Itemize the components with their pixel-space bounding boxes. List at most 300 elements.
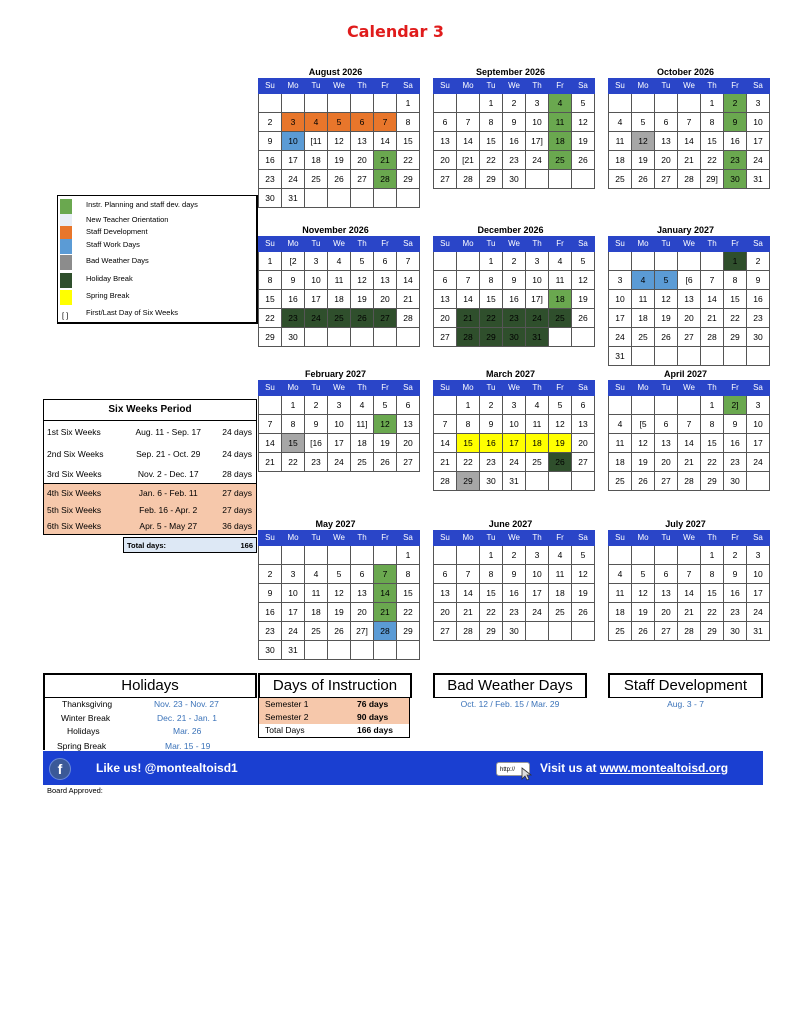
- day-cell: 11: [549, 113, 572, 132]
- day-cell: 8: [282, 415, 305, 434]
- day-cell: [572, 472, 595, 491]
- day-cell: [434, 546, 457, 565]
- day-cell: 4: [549, 546, 572, 565]
- day-cell: 23: [480, 453, 503, 472]
- six-weeks-days: 27 days: [222, 505, 252, 515]
- day-cell: 18: [305, 603, 328, 622]
- day-cell: 3: [526, 94, 549, 113]
- weekday-header: We: [503, 381, 526, 396]
- day-cell: 20: [572, 434, 595, 453]
- month-calendar: [258, 224, 413, 347]
- day-cell: 4: [526, 396, 549, 415]
- day-cell: 9: [259, 584, 282, 603]
- weekday-header: Mo: [282, 79, 305, 94]
- day-cell: 12: [572, 271, 595, 290]
- day-cell: 12: [572, 113, 595, 132]
- day-cell: 31: [747, 170, 770, 189]
- weekday-header: Mo: [457, 79, 480, 94]
- weekday-header: Sa: [747, 531, 770, 546]
- weekday-header: Su: [259, 381, 282, 396]
- day-cell: 7: [397, 252, 420, 271]
- day-cell: 10: [526, 113, 549, 132]
- day-cell: 24: [305, 309, 328, 328]
- day-cell: 5: [572, 546, 595, 565]
- day-cell: 11: [328, 271, 351, 290]
- day-cell: 12: [572, 565, 595, 584]
- weekday-header: Tu: [655, 79, 678, 94]
- day-cell: 14: [678, 584, 701, 603]
- six-weeks-dates: Nov. 2 - Dec. 17: [137, 469, 199, 479]
- weekday-header: Mo: [457, 381, 480, 396]
- weekday-header: We: [328, 531, 351, 546]
- day-cell: 20: [374, 290, 397, 309]
- weekday-header: Th: [701, 237, 724, 252]
- month-calendar: [608, 66, 763, 189]
- day-cell: 14: [457, 584, 480, 603]
- day-cell: [678, 94, 701, 113]
- day-cell: [351, 94, 374, 113]
- day-cell: 19: [549, 434, 572, 453]
- day-cell: 28: [457, 170, 480, 189]
- day-cell: [328, 546, 351, 565]
- day-cell: 27]: [351, 622, 374, 641]
- day-cell: 22: [259, 309, 282, 328]
- day-cell: 17: [282, 603, 305, 622]
- day-cell: [457, 94, 480, 113]
- day-cell: [632, 252, 655, 271]
- day-cell: 9: [503, 271, 526, 290]
- day-cell: [351, 641, 374, 660]
- day-cell: 23: [259, 622, 282, 641]
- day-cell: [655, 546, 678, 565]
- weekday-header: Th: [526, 79, 549, 94]
- six-weeks-row: [44, 518, 256, 534]
- day-cell: 5: [374, 396, 397, 415]
- day-cell: 2: [503, 252, 526, 271]
- day-cell: 10: [328, 415, 351, 434]
- day-cell: 12: [632, 132, 655, 151]
- weekday-header: Sa: [747, 237, 770, 252]
- legend-item: [60, 273, 250, 287]
- day-cell: [328, 189, 351, 208]
- weekday-header: Sa: [747, 79, 770, 94]
- day-cell: 21: [457, 309, 480, 328]
- month-name: November 2026: [302, 225, 369, 235]
- day-cell: 7: [374, 565, 397, 584]
- day-cell: 29: [480, 170, 503, 189]
- day-cell: 27: [434, 622, 457, 641]
- day-cell: [282, 546, 305, 565]
- day-cell: 9: [747, 271, 770, 290]
- month-calendar: [608, 224, 763, 366]
- day-cell: 9: [503, 113, 526, 132]
- legend-item: [60, 307, 250, 321]
- day-cell: 18: [609, 453, 632, 472]
- legend-label: Staff Work Days: [86, 240, 140, 249]
- day-cell: [747, 347, 770, 366]
- day-cell: 12: [655, 290, 678, 309]
- day-cell: [282, 94, 305, 113]
- legend-label: First/Last Day of Six Weeks: [86, 308, 178, 317]
- day-cell: 15: [701, 434, 724, 453]
- weekday-header: Fr: [374, 237, 397, 252]
- day-cell: 20: [678, 309, 701, 328]
- day-cell: 20: [351, 603, 374, 622]
- day-cell: 3: [747, 94, 770, 113]
- day-cell: 22: [701, 453, 724, 472]
- day-cell: 11: [305, 584, 328, 603]
- day-cell: 27: [374, 309, 397, 328]
- weekday-header: Mo: [457, 531, 480, 546]
- weekday-header: Th: [351, 381, 374, 396]
- instruction-row: [259, 711, 409, 724]
- day-cell: 13: [655, 434, 678, 453]
- day-cell: 3: [503, 396, 526, 415]
- day-cell: [572, 328, 595, 347]
- day-cell: 12: [632, 584, 655, 603]
- legend-item: [60, 226, 250, 240]
- day-cell: 23: [282, 309, 305, 328]
- day-cell: [328, 94, 351, 113]
- day-cell: 22: [701, 603, 724, 622]
- legend-label: Staff Development: [86, 227, 148, 236]
- day-cell: 19: [632, 603, 655, 622]
- day-cell: 30: [503, 170, 526, 189]
- day-cell: 30: [747, 328, 770, 347]
- day-cell: 22: [480, 309, 503, 328]
- month-name: July 2027: [665, 519, 706, 529]
- day-cell: [678, 252, 701, 271]
- day-cell: 13: [434, 584, 457, 603]
- day-cell: 2: [305, 396, 328, 415]
- weekday-header: Tu: [305, 237, 328, 252]
- weekday-header: Su: [609, 237, 632, 252]
- day-cell: 9: [480, 415, 503, 434]
- weekday-header: We: [503, 79, 526, 94]
- day-cell: 1: [259, 252, 282, 271]
- day-cell: 20: [655, 453, 678, 472]
- weekday-header: Th: [351, 531, 374, 546]
- total-days: [123, 537, 257, 553]
- total-days-label: Total days:: [127, 540, 167, 550]
- day-cell: 28: [374, 622, 397, 641]
- instruction-row: [259, 698, 409, 711]
- day-cell: 8: [457, 415, 480, 434]
- day-cell: 9: [259, 132, 282, 151]
- day-cell: 16: [503, 132, 526, 151]
- six-weeks-dates: Feb. 16 - Apr. 2: [139, 505, 198, 515]
- day-cell: 5: [632, 565, 655, 584]
- day-cell: 15: [480, 290, 503, 309]
- day-cell: 28: [678, 472, 701, 491]
- day-cell: 4: [549, 94, 572, 113]
- weekday-header: Th: [526, 381, 549, 396]
- day-cell: 7: [457, 271, 480, 290]
- day-cell: 14: [397, 271, 420, 290]
- day-cell: 17: [747, 584, 770, 603]
- day-cell: [351, 189, 374, 208]
- day-cell: 20: [655, 603, 678, 622]
- instruction-row: [259, 724, 409, 737]
- six-weeks-dates: Aug. 11 - Sep. 17: [135, 427, 201, 437]
- day-cell: 7: [678, 415, 701, 434]
- day-cell: 2: [503, 546, 526, 565]
- month-calendar: [258, 66, 413, 208]
- day-cell: 4: [305, 113, 328, 132]
- day-cell: [434, 396, 457, 415]
- day-cell: 6: [434, 271, 457, 290]
- day-cell: 17: [282, 151, 305, 170]
- day-cell: 29: [701, 472, 724, 491]
- day-cell: 5: [328, 565, 351, 584]
- weekday-header: Th: [351, 79, 374, 94]
- day-cell: 14: [678, 434, 701, 453]
- day-cell: 3: [747, 546, 770, 565]
- day-cell: 25: [609, 170, 632, 189]
- day-cell: 30: [259, 189, 282, 208]
- day-cell: 4: [328, 252, 351, 271]
- day-cell: [305, 546, 328, 565]
- weekday-header: We: [328, 381, 351, 396]
- weekday-header: Sa: [572, 237, 595, 252]
- day-cell: 24: [747, 151, 770, 170]
- day-cell: 26: [351, 309, 374, 328]
- day-cell: 15: [701, 132, 724, 151]
- day-cell: 4: [305, 565, 328, 584]
- day-cell: 17: [609, 309, 632, 328]
- like-us-text[interactable]: Like us! @montealtoisd1: [96, 761, 238, 775]
- website-link[interactable]: www.montealtoisd.org: [599, 761, 729, 775]
- month-name: February 2027: [304, 369, 367, 379]
- weekday-header: Th: [351, 237, 374, 252]
- six-weeks-days: 24 days: [222, 427, 252, 437]
- weekday-header: Tu: [480, 531, 503, 546]
- day-cell: [259, 546, 282, 565]
- day-cell: 7: [434, 415, 457, 434]
- day-cell: 28: [678, 622, 701, 641]
- day-cell: [457, 252, 480, 271]
- bad-weather-title: Bad Weather Days: [433, 673, 587, 698]
- day-cell: 5: [351, 252, 374, 271]
- legend-swatch: [60, 239, 72, 254]
- weekday-header: Tu: [305, 381, 328, 396]
- day-cell: 20: [434, 309, 457, 328]
- instruction-row-name: Total Days: [265, 725, 305, 735]
- day-cell: 25: [351, 453, 374, 472]
- weekday-header: Fr: [724, 79, 747, 94]
- day-cell: 3: [305, 252, 328, 271]
- legend-item: [60, 290, 250, 304]
- day-cell: 15: [701, 584, 724, 603]
- day-cell: [374, 189, 397, 208]
- day-cell: 31: [282, 189, 305, 208]
- day-cell: 26: [549, 453, 572, 472]
- day-cell: 14: [678, 132, 701, 151]
- day-cell: 23: [259, 170, 282, 189]
- day-cell: 30: [259, 641, 282, 660]
- day-cell: 31: [503, 472, 526, 491]
- day-cell: [259, 94, 282, 113]
- day-cell: 4: [632, 271, 655, 290]
- day-cell: 30: [480, 472, 503, 491]
- day-cell: 16: [503, 584, 526, 603]
- day-cell: 24: [503, 453, 526, 472]
- day-cell: 1: [480, 94, 503, 113]
- day-cell: 5: [632, 113, 655, 132]
- day-cell: 1: [397, 94, 420, 113]
- day-cell: 10: [282, 584, 305, 603]
- day-cell: 10: [609, 290, 632, 309]
- day-cell: 21: [678, 151, 701, 170]
- day-cell: 6: [374, 252, 397, 271]
- weekday-header: Th: [526, 237, 549, 252]
- day-cell: 24: [747, 603, 770, 622]
- day-cell: 26: [632, 622, 655, 641]
- day-cell: 10: [747, 565, 770, 584]
- day-cell: [397, 328, 420, 347]
- day-cell: 22: [457, 453, 480, 472]
- legend-label: Spring Break: [86, 291, 130, 300]
- six-weeks-days: 28 days: [222, 469, 252, 479]
- day-cell: 18: [351, 434, 374, 453]
- day-cell: 14: [374, 132, 397, 151]
- day-cell: 11]: [351, 415, 374, 434]
- day-cell: [305, 189, 328, 208]
- day-cell: 27: [655, 170, 678, 189]
- six-weeks-days: 36 days: [222, 521, 252, 531]
- day-cell: 26: [632, 170, 655, 189]
- staff-dev-title: Staff Development: [608, 673, 763, 698]
- facebook-icon[interactable]: f: [49, 758, 71, 780]
- weekday-header: Tu: [480, 237, 503, 252]
- six-weeks-name: 4th Six Weeks: [47, 488, 102, 498]
- weekday-header: Fr: [549, 79, 572, 94]
- day-cell: 18: [549, 584, 572, 603]
- weekday-header: Sa: [397, 381, 420, 396]
- day-cell: 17]: [526, 132, 549, 151]
- day-cell: 19: [655, 309, 678, 328]
- day-cell: 19: [572, 290, 595, 309]
- day-cell: [655, 347, 678, 366]
- day-cell: 3: [526, 252, 549, 271]
- day-cell: 29: [457, 472, 480, 491]
- day-cell: 16: [724, 434, 747, 453]
- day-cell: 27: [678, 328, 701, 347]
- month-name: March 2027: [485, 369, 536, 379]
- day-cell: [632, 94, 655, 113]
- day-cell: 18: [609, 151, 632, 170]
- day-cell: [2: [282, 252, 305, 271]
- day-cell: 13: [351, 132, 374, 151]
- day-cell: 7: [374, 113, 397, 132]
- day-cell: 19: [374, 434, 397, 453]
- holiday-dates: Mar. 26: [173, 726, 202, 736]
- month-name: October 2026: [656, 67, 715, 77]
- day-cell: 16: [724, 584, 747, 603]
- six-weeks-dates: Jan. 6 - Feb. 11: [138, 488, 198, 498]
- day-cell: 12: [351, 271, 374, 290]
- day-cell: 11: [632, 290, 655, 309]
- six-weeks-dates: Apr. 5 - May 27: [139, 521, 198, 531]
- day-cell: [549, 622, 572, 641]
- legend-label: New Teacher Orientation: [86, 215, 169, 224]
- day-cell: 9: [724, 565, 747, 584]
- day-cell: [526, 170, 549, 189]
- day-cell: 23: [724, 151, 747, 170]
- weekday-header: We: [678, 531, 701, 546]
- day-cell: 28: [374, 170, 397, 189]
- day-cell: 5: [572, 94, 595, 113]
- day-cell: [434, 252, 457, 271]
- day-cell: 27: [434, 328, 457, 347]
- weekday-header: Sa: [572, 381, 595, 396]
- day-cell: 22: [480, 151, 503, 170]
- weekday-header: Su: [434, 79, 457, 94]
- day-cell: [549, 328, 572, 347]
- day-cell: 28: [434, 472, 457, 491]
- day-cell: 12: [328, 132, 351, 151]
- day-cell: 25: [549, 603, 572, 622]
- weekday-header: Sa: [397, 79, 420, 94]
- day-cell: 14: [457, 290, 480, 309]
- day-cell: 15: [724, 290, 747, 309]
- day-cell: 16: [480, 434, 503, 453]
- day-cell: 16: [503, 290, 526, 309]
- day-cell: 3: [609, 271, 632, 290]
- board-approved: Board Approved:: [47, 786, 103, 795]
- six-weeks-name: 2nd Six Weeks: [47, 449, 104, 459]
- day-cell: 8: [701, 565, 724, 584]
- holiday-name: Winter Break: [61, 713, 111, 723]
- day-cell: 14: [701, 290, 724, 309]
- day-cell: 7: [701, 271, 724, 290]
- day-cell: 12: [549, 415, 572, 434]
- day-cell: 6: [655, 113, 678, 132]
- instruction-row-value: 76 days: [357, 699, 389, 709]
- day-cell: 5: [328, 113, 351, 132]
- holiday-name: Thanksgiving: [62, 699, 113, 709]
- day-cell: [526, 622, 549, 641]
- weekday-header: Tu: [655, 531, 678, 546]
- day-cell: 17: [747, 132, 770, 151]
- six-weeks-row: [44, 421, 256, 443]
- day-cell: 27: [655, 472, 678, 491]
- day-cell: 22: [724, 309, 747, 328]
- day-cell: 20: [434, 151, 457, 170]
- day-cell: 7: [457, 565, 480, 584]
- day-cell: 5: [549, 396, 572, 415]
- legend-item: [60, 199, 250, 213]
- day-cell: 6: [351, 565, 374, 584]
- day-cell: 30: [282, 328, 305, 347]
- day-cell: 14: [457, 132, 480, 151]
- weekday-header: Su: [609, 531, 632, 546]
- day-cell: 6: [351, 113, 374, 132]
- day-cell: [397, 189, 420, 208]
- day-cell: 14: [259, 434, 282, 453]
- day-cell: [609, 252, 632, 271]
- day-cell: 30: [503, 328, 526, 347]
- day-cell: [609, 546, 632, 565]
- day-cell: 18: [549, 290, 572, 309]
- weekday-header: Su: [259, 237, 282, 252]
- legend-item: [60, 239, 250, 253]
- day-cell: 10: [282, 132, 305, 151]
- weekday-header: Su: [259, 531, 282, 546]
- day-cell: 6: [434, 565, 457, 584]
- day-cell: 21: [678, 603, 701, 622]
- month-name: September 2026: [475, 67, 546, 77]
